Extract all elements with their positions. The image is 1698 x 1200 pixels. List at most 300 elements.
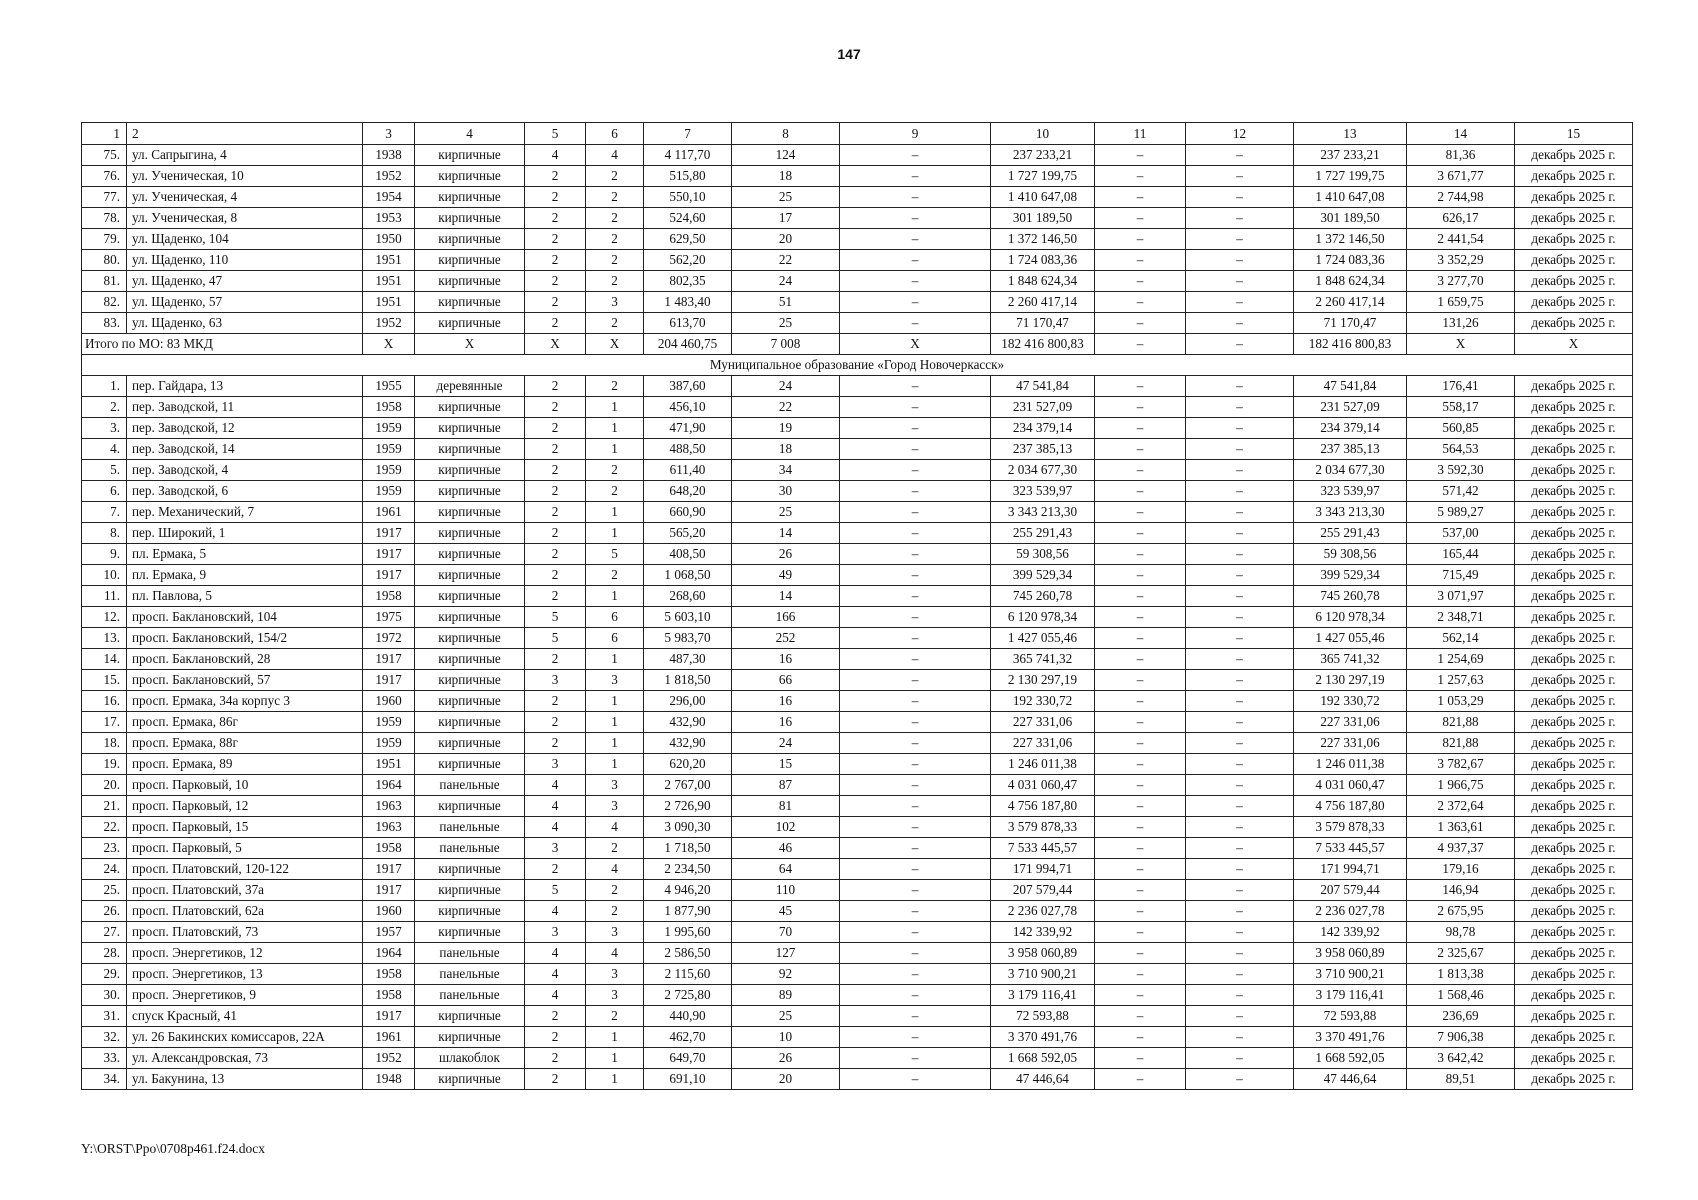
table-cell-col7: 562,20 xyxy=(644,250,732,271)
table-cell-col13: 13 xyxy=(1294,123,1407,145)
table-cell-col4: кирпичные xyxy=(415,1069,525,1090)
table-cell-col12: – xyxy=(1186,166,1294,187)
table-cell-col2: ул. Александровская, 73 xyxy=(127,1048,363,1069)
table-cell-col13: 745 260,78 xyxy=(1294,586,1407,607)
table-cell-col5: 4 xyxy=(525,817,586,838)
table-cell-col3: 1953 xyxy=(363,208,415,229)
table-cell-col1: 7. xyxy=(82,502,127,523)
table-cell-col13: 3 710 900,21 xyxy=(1294,964,1407,985)
table-cell-col9: – xyxy=(840,397,991,418)
table-cell-col9: – xyxy=(840,376,991,397)
table-cell-col1: 13. xyxy=(82,628,127,649)
table-cell-col2: просп. Парковый, 5 xyxy=(127,838,363,859)
table-cell-col14: 3 277,70 xyxy=(1407,271,1515,292)
table-row xyxy=(82,964,1633,985)
table-cell-col8: 16 xyxy=(732,712,840,733)
table-cell-col8: 14 xyxy=(732,586,840,607)
table-cell-col8: 8 xyxy=(732,123,840,145)
table-cell-col2: пер. Механический, 7 xyxy=(127,502,363,523)
table-cell-col6: 2 xyxy=(586,565,644,586)
table-cell-col8: 25 xyxy=(732,1006,840,1027)
table-cell-col7: 1 995,60 xyxy=(644,922,732,943)
table-cell-col5: 2 xyxy=(525,229,586,250)
table-cell-col9: – xyxy=(840,145,991,166)
table-cell-col4: кирпичные xyxy=(415,565,525,586)
table-cell-col4: шлакоблок xyxy=(415,1048,525,1069)
table-cell-col12: – xyxy=(1186,1069,1294,1090)
table-cell-col3: 1938 xyxy=(363,145,415,166)
table-cell-col15: декабрь 2025 г. xyxy=(1515,166,1633,187)
table-cell-col2: просп. Баклановский, 154/2 xyxy=(127,628,363,649)
table-cell-col14: 626,17 xyxy=(1407,208,1515,229)
table-cell-col9: – xyxy=(840,964,991,985)
table-cell-col5: 2 xyxy=(525,481,586,502)
table-cell-col5: 2 xyxy=(525,292,586,313)
table-cell-col13: 227 331,06 xyxy=(1294,712,1407,733)
table-cell-col8: 26 xyxy=(732,544,840,565)
table-cell-col15: декабрь 2025 г. xyxy=(1515,712,1633,733)
table-cell-col5: 2 xyxy=(525,586,586,607)
table-cell-col9: – xyxy=(840,229,991,250)
table-cell-col10: 4 031 060,47 xyxy=(991,775,1095,796)
table-cell-col8: 16 xyxy=(732,691,840,712)
table-cell-col15: декабрь 2025 г. xyxy=(1515,376,1633,397)
table-cell-col2: просп. Платовский, 120-122 xyxy=(127,859,363,880)
table-cell-col9: – xyxy=(840,943,991,964)
table-cell-col13: 2 236 027,78 xyxy=(1294,901,1407,922)
table-cell-col13: 231 527,09 xyxy=(1294,397,1407,418)
table-cell-col8: 10 xyxy=(732,1027,840,1048)
table-cell-col9: – xyxy=(840,733,991,754)
table-cell-col1: 33. xyxy=(82,1048,127,1069)
table-cell-col2: просп. Энергетиков, 9 xyxy=(127,985,363,1006)
table-cell-col9: – xyxy=(840,208,991,229)
table-cell-col9: – xyxy=(840,544,991,565)
table-cell-col10: 231 527,09 xyxy=(991,397,1095,418)
table-cell-col5: 2 xyxy=(525,460,586,481)
table-cell-col15: декабрь 2025 г. xyxy=(1515,1048,1633,1069)
table-cell-col3: 1958 xyxy=(363,397,415,418)
table-cell-col11: – xyxy=(1095,145,1186,166)
table-cell-col1: 24. xyxy=(82,859,127,880)
table-cell-col15: декабрь 2025 г. xyxy=(1515,964,1633,985)
table-cell-col14: 146,94 xyxy=(1407,880,1515,901)
table-cell-col7: 1 483,40 xyxy=(644,292,732,313)
table-cell-col9: – xyxy=(840,271,991,292)
table-cell-col12: – xyxy=(1186,670,1294,691)
table-cell-col15: декабрь 2025 г. xyxy=(1515,943,1633,964)
table-cell-col4: кирпичные xyxy=(415,859,525,880)
table-cell-col8: 64 xyxy=(732,859,840,880)
table-cell-col5: 5 xyxy=(525,628,586,649)
table-cell-col9: – xyxy=(840,1027,991,1048)
table-cell-col6: 3 xyxy=(586,775,644,796)
table-cell-col8: 252 xyxy=(732,628,840,649)
table-row xyxy=(82,187,1633,208)
table-cell-col3: 1959 xyxy=(363,439,415,460)
table-cell-col1: 4. xyxy=(82,439,127,460)
table-cell-col12: – xyxy=(1186,313,1294,334)
table-cell-col1: 19. xyxy=(82,754,127,775)
table-cell-col12: – xyxy=(1186,271,1294,292)
table-cell-col4: кирпичные xyxy=(415,271,525,292)
table-cell-col3: 1917 xyxy=(363,523,415,544)
table-cell-col9: – xyxy=(840,1006,991,1027)
table-cell-col12: – xyxy=(1186,691,1294,712)
table-cell-col5: 2 xyxy=(525,166,586,187)
table-cell-col6: 1 xyxy=(586,418,644,439)
table-row xyxy=(82,817,1633,838)
table-cell-col15: декабрь 2025 г. xyxy=(1515,481,1633,502)
table-cell-col8: 87 xyxy=(732,775,840,796)
table-row xyxy=(82,544,1633,565)
table-cell-col6: 2 xyxy=(586,166,644,187)
table-cell-col4: панельные xyxy=(415,964,525,985)
table-cell-col5: 2 xyxy=(525,313,586,334)
table-cell-col1: 3. xyxy=(82,418,127,439)
table-cell-col13: 3 958 060,89 xyxy=(1294,943,1407,964)
table-cell-col1: 28. xyxy=(82,943,127,964)
table-cell-col8: 24 xyxy=(732,271,840,292)
table-row xyxy=(82,481,1633,502)
table-cell-col5: 4 xyxy=(525,775,586,796)
table-cell-col7: 471,90 xyxy=(644,418,732,439)
total-cell-col9: X xyxy=(840,334,991,355)
table-cell-col6: 2 xyxy=(586,1006,644,1027)
section-title: Муниципальное образование «Город Новочеркасск» xyxy=(82,355,1633,376)
table-cell-col7: 620,20 xyxy=(644,754,732,775)
table-cell-col4: кирпичные xyxy=(415,1006,525,1027)
table-cell-col11: – xyxy=(1095,607,1186,628)
table-cell-col10: 399 529,34 xyxy=(991,565,1095,586)
table-cell-col12: – xyxy=(1186,565,1294,586)
table-cell-col3: 1951 xyxy=(363,271,415,292)
table-cell-col7: 1 718,50 xyxy=(644,838,732,859)
table-cell-col1: 26. xyxy=(82,901,127,922)
table-cell-col12: – xyxy=(1186,397,1294,418)
table-cell-col4: кирпичные xyxy=(415,145,525,166)
table-cell-col15: декабрь 2025 г. xyxy=(1515,817,1633,838)
table-cell-col7: 2 234,50 xyxy=(644,859,732,880)
table-cell-col14: 558,17 xyxy=(1407,397,1515,418)
table-cell-col4: кирпичные xyxy=(415,754,525,775)
table-cell-col9: – xyxy=(840,712,991,733)
table-cell-col11: – xyxy=(1095,586,1186,607)
total-cell-col5: X xyxy=(525,334,586,355)
table-cell-col2: ул. Щаденко, 104 xyxy=(127,229,363,250)
table-cell-col4: кирпичные xyxy=(415,670,525,691)
table-cell-col5: 2 xyxy=(525,712,586,733)
table-cell-col3: 1964 xyxy=(363,943,415,964)
table-cell-col11: – xyxy=(1095,397,1186,418)
table-cell-col13: 47 446,64 xyxy=(1294,1069,1407,1090)
table-cell-col4: кирпичные xyxy=(415,796,525,817)
table-row xyxy=(82,838,1633,859)
table-cell-col2: 2 xyxy=(127,123,363,145)
table-cell-col8: 14 xyxy=(732,523,840,544)
table-cell-col7: 3 090,30 xyxy=(644,817,732,838)
table-cell-col11: – xyxy=(1095,523,1186,544)
table-cell-col5: 2 xyxy=(525,691,586,712)
table-cell-col10: 2 130 297,19 xyxy=(991,670,1095,691)
total-cell-col15: X xyxy=(1515,334,1633,355)
table-row xyxy=(82,754,1633,775)
table-cell-col3: 1959 xyxy=(363,481,415,502)
table-cell-col11: – xyxy=(1095,292,1186,313)
table-cell-col1: 8. xyxy=(82,523,127,544)
table-cell-col15: декабрь 2025 г. xyxy=(1515,880,1633,901)
table-cell-col9: – xyxy=(840,1048,991,1069)
total-cell-col7: 204 460,75 xyxy=(644,334,732,355)
table-cell-col3: 1952 xyxy=(363,1048,415,1069)
table-cell-col14: 3 782,67 xyxy=(1407,754,1515,775)
table-cell-col6: 2 xyxy=(586,838,644,859)
table-cell-col8: 17 xyxy=(732,208,840,229)
table-cell-col3: 1958 xyxy=(363,838,415,859)
table-cell-col5: 2 xyxy=(525,1048,586,1069)
table-row xyxy=(82,670,1633,691)
table-cell-col2: ул. Сапрыгина, 4 xyxy=(127,145,363,166)
table-cell-col11: – xyxy=(1095,922,1186,943)
table-cell-col2: просп. Ермака, 86г xyxy=(127,712,363,733)
table-cell-col8: 18 xyxy=(732,166,840,187)
table-cell-col6: 1 xyxy=(586,754,644,775)
table-cell-col15: декабрь 2025 г. xyxy=(1515,796,1633,817)
table-row xyxy=(82,166,1633,187)
table-cell-col10: 1 410 647,08 xyxy=(991,187,1095,208)
table-cell-col14: 2 441,54 xyxy=(1407,229,1515,250)
table-cell-col3: 1950 xyxy=(363,229,415,250)
table-row xyxy=(82,397,1633,418)
table-cell-col9: – xyxy=(840,607,991,628)
table-cell-col14: 3 642,42 xyxy=(1407,1048,1515,1069)
table-row xyxy=(82,985,1633,1006)
table-cell-col14: 1 813,38 xyxy=(1407,964,1515,985)
table-cell-col13: 142 339,92 xyxy=(1294,922,1407,943)
table-cell-col11: – xyxy=(1095,544,1186,565)
table-cell-col7: 515,80 xyxy=(644,166,732,187)
table-cell-col13: 3 179 116,41 xyxy=(1294,985,1407,1006)
table-cell-col2: просп. Баклановский, 28 xyxy=(127,649,363,670)
table-cell-col5: 4 xyxy=(525,796,586,817)
table-cell-col5: 2 xyxy=(525,1069,586,1090)
table-cell-col14: 571,42 xyxy=(1407,481,1515,502)
table-cell-col7: 296,00 xyxy=(644,691,732,712)
table-cell-col12: – xyxy=(1186,145,1294,166)
table-cell-col2: пер. Заводской, 11 xyxy=(127,397,363,418)
table-row xyxy=(82,607,1633,628)
table-cell-col15: декабрь 2025 г. xyxy=(1515,313,1633,334)
page-number: 147 xyxy=(837,46,861,62)
table-cell-col2: пер. Гайдара, 13 xyxy=(127,376,363,397)
table-cell-col12: – xyxy=(1186,775,1294,796)
table-cell-col6: 1 xyxy=(586,586,644,607)
table-cell-col6: 2 xyxy=(586,250,644,271)
table-cell-col4: 4 xyxy=(415,123,525,145)
table-cell-col7: 565,20 xyxy=(644,523,732,544)
table-cell-col15: декабрь 2025 г. xyxy=(1515,565,1633,586)
table-cell-col15: декабрь 2025 г. xyxy=(1515,271,1633,292)
table-cell-col12: – xyxy=(1186,208,1294,229)
table-cell-col12: – xyxy=(1186,481,1294,502)
table-row xyxy=(82,586,1633,607)
table-row xyxy=(82,145,1633,166)
table-cell-col14: 176,41 xyxy=(1407,376,1515,397)
table-cell-col2: ул. Ученическая, 10 xyxy=(127,166,363,187)
table-cell-col6: 3 xyxy=(586,292,644,313)
table-cell-col12: – xyxy=(1186,817,1294,838)
table-cell-col6: 4 xyxy=(586,859,644,880)
table-cell-col11: 11 xyxy=(1095,123,1186,145)
table-cell-col5: 2 xyxy=(525,733,586,754)
table-cell-col4: кирпичные xyxy=(415,439,525,460)
table-row xyxy=(82,628,1633,649)
table-cell-col5: 2 xyxy=(525,1027,586,1048)
table-cell-col6: 1 xyxy=(586,523,644,544)
table-cell-col1: 9. xyxy=(82,544,127,565)
table-cell-col11: – xyxy=(1095,712,1186,733)
table-cell-col1: 25. xyxy=(82,880,127,901)
table-cell-col4: панельные xyxy=(415,943,525,964)
table-row xyxy=(82,1006,1633,1027)
table-cell-col8: 124 xyxy=(732,145,840,166)
table-cell-col1: 16. xyxy=(82,691,127,712)
table-cell-col8: 20 xyxy=(732,1069,840,1090)
table-cell-col1: 20. xyxy=(82,775,127,796)
table-cell-col14: 3 071,97 xyxy=(1407,586,1515,607)
table-cell-col14: 14 xyxy=(1407,123,1515,145)
table-cell-col7: 2 726,90 xyxy=(644,796,732,817)
table-cell-col11: – xyxy=(1095,733,1186,754)
table-cell-col3: 1917 xyxy=(363,649,415,670)
table-cell-col12: – xyxy=(1186,1027,1294,1048)
table-cell-col9: – xyxy=(840,838,991,859)
table-cell-col15: декабрь 2025 г. xyxy=(1515,628,1633,649)
table-cell-col7: 1 877,90 xyxy=(644,901,732,922)
table-cell-col4: кирпичные xyxy=(415,523,525,544)
table-cell-col14: 1 053,29 xyxy=(1407,691,1515,712)
table-cell-col8: 18 xyxy=(732,439,840,460)
table-cell-col15: декабрь 2025 г. xyxy=(1515,1006,1633,1027)
table-cell-col11: – xyxy=(1095,502,1186,523)
table-cell-col8: 25 xyxy=(732,187,840,208)
table-cell-col6: 1 xyxy=(586,649,644,670)
table-cell-col1: 5. xyxy=(82,460,127,481)
table-cell-col12: – xyxy=(1186,586,1294,607)
table-cell-col12: – xyxy=(1186,964,1294,985)
table-cell-col12: – xyxy=(1186,922,1294,943)
table-cell-col10: 745 260,78 xyxy=(991,586,1095,607)
table-cell-col7: 2 115,60 xyxy=(644,964,732,985)
table-cell-col9: – xyxy=(840,481,991,502)
table-cell-col14: 560,85 xyxy=(1407,418,1515,439)
table-cell-col3: 1917 xyxy=(363,670,415,691)
table-cell-col12: – xyxy=(1186,229,1294,250)
table-cell-col12: – xyxy=(1186,544,1294,565)
table-cell-col8: 24 xyxy=(732,733,840,754)
table-cell-col4: кирпичные xyxy=(415,607,525,628)
table-cell-col11: – xyxy=(1095,838,1186,859)
table-cell-col3: 1975 xyxy=(363,607,415,628)
table-cell-col9: – xyxy=(840,880,991,901)
table-row xyxy=(82,691,1633,712)
table-cell-col7: 387,60 xyxy=(644,376,732,397)
table-cell-col13: 4 031 060,47 xyxy=(1294,775,1407,796)
table-cell-col2: просп. Энергетиков, 13 xyxy=(127,964,363,985)
table-cell-col8: 45 xyxy=(732,901,840,922)
table-cell-col10: 3 579 878,33 xyxy=(991,817,1095,838)
table-cell-col6: 2 xyxy=(586,460,644,481)
table-cell-col11: – xyxy=(1095,985,1186,1006)
table-cell-col1: 34. xyxy=(82,1069,127,1090)
table-cell-col12: – xyxy=(1186,187,1294,208)
table-cell-col2: пл. Ермака, 9 xyxy=(127,565,363,586)
table-cell-col13: 1 410 647,08 xyxy=(1294,187,1407,208)
table-cell-col15: декабрь 2025 г. xyxy=(1515,901,1633,922)
table-cell-col13: 3 579 878,33 xyxy=(1294,817,1407,838)
table-cell-col9: – xyxy=(840,817,991,838)
table-cell-col14: 3 592,30 xyxy=(1407,460,1515,481)
total-row xyxy=(82,334,1633,355)
table-cell-col10: 2 260 417,14 xyxy=(991,292,1095,313)
table-cell-col2: просп. Платовский, 73 xyxy=(127,922,363,943)
table-cell-col9: – xyxy=(840,166,991,187)
table-cell-col15: декабрь 2025 г. xyxy=(1515,208,1633,229)
table-cell-col10: 1 668 592,05 xyxy=(991,1048,1095,1069)
table-row xyxy=(82,292,1633,313)
table-cell-col9: 9 xyxy=(840,123,991,145)
footer-file-path: Y:\ORST\Ppo\0708p461.f24.docx xyxy=(81,1141,266,1156)
table-cell-col2: пер. Заводской, 6 xyxy=(127,481,363,502)
table-cell-col6: 2 xyxy=(586,187,644,208)
table-cell-col11: – xyxy=(1095,796,1186,817)
total-cell-col11: – xyxy=(1095,334,1186,355)
table-cell-col2: просп. Ермака, 88г xyxy=(127,733,363,754)
table-cell-col2: просп. Парковый, 12 xyxy=(127,796,363,817)
table-cell-col13: 4 756 187,80 xyxy=(1294,796,1407,817)
table-cell-col7: 440,90 xyxy=(644,1006,732,1027)
table-cell-col2: ул. Ученическая, 4 xyxy=(127,187,363,208)
table-cell-col9: – xyxy=(840,313,991,334)
table-cell-col4: кирпичные xyxy=(415,712,525,733)
table-cell-col14: 5 989,27 xyxy=(1407,502,1515,523)
table-cell-col5: 2 xyxy=(525,397,586,418)
table-cell-col6: 1 xyxy=(586,439,644,460)
table-cell-col10: 142 339,92 xyxy=(991,922,1095,943)
table-cell-col9: – xyxy=(840,922,991,943)
table-cell-col2: просп. Баклановский, 57 xyxy=(127,670,363,691)
table-cell-col8: 51 xyxy=(732,292,840,313)
table-cell-col4: панельные xyxy=(415,985,525,1006)
table-cell-col9: – xyxy=(840,859,991,880)
table-cell-col4: кирпичные xyxy=(415,733,525,754)
table-cell-col2: спуск Красный, 41 xyxy=(127,1006,363,1027)
table-cell-col6: 2 xyxy=(586,271,644,292)
table-cell-col6: 2 xyxy=(586,376,644,397)
table-cell-col5: 4 xyxy=(525,901,586,922)
table-cell-col14: 1 966,75 xyxy=(1407,775,1515,796)
table-cell-col14: 179,16 xyxy=(1407,859,1515,880)
table-row xyxy=(82,418,1633,439)
table-cell-col3: 1917 xyxy=(363,544,415,565)
table-cell-col6: 1 xyxy=(586,733,644,754)
table-cell-col12: – xyxy=(1186,292,1294,313)
table-cell-col3: 1958 xyxy=(363,985,415,1006)
table-cell-col6: 2 xyxy=(586,901,644,922)
table-cell-col5: 3 xyxy=(525,838,586,859)
table-cell-col6: 6 xyxy=(586,628,644,649)
table-cell-col6: 2 xyxy=(586,208,644,229)
